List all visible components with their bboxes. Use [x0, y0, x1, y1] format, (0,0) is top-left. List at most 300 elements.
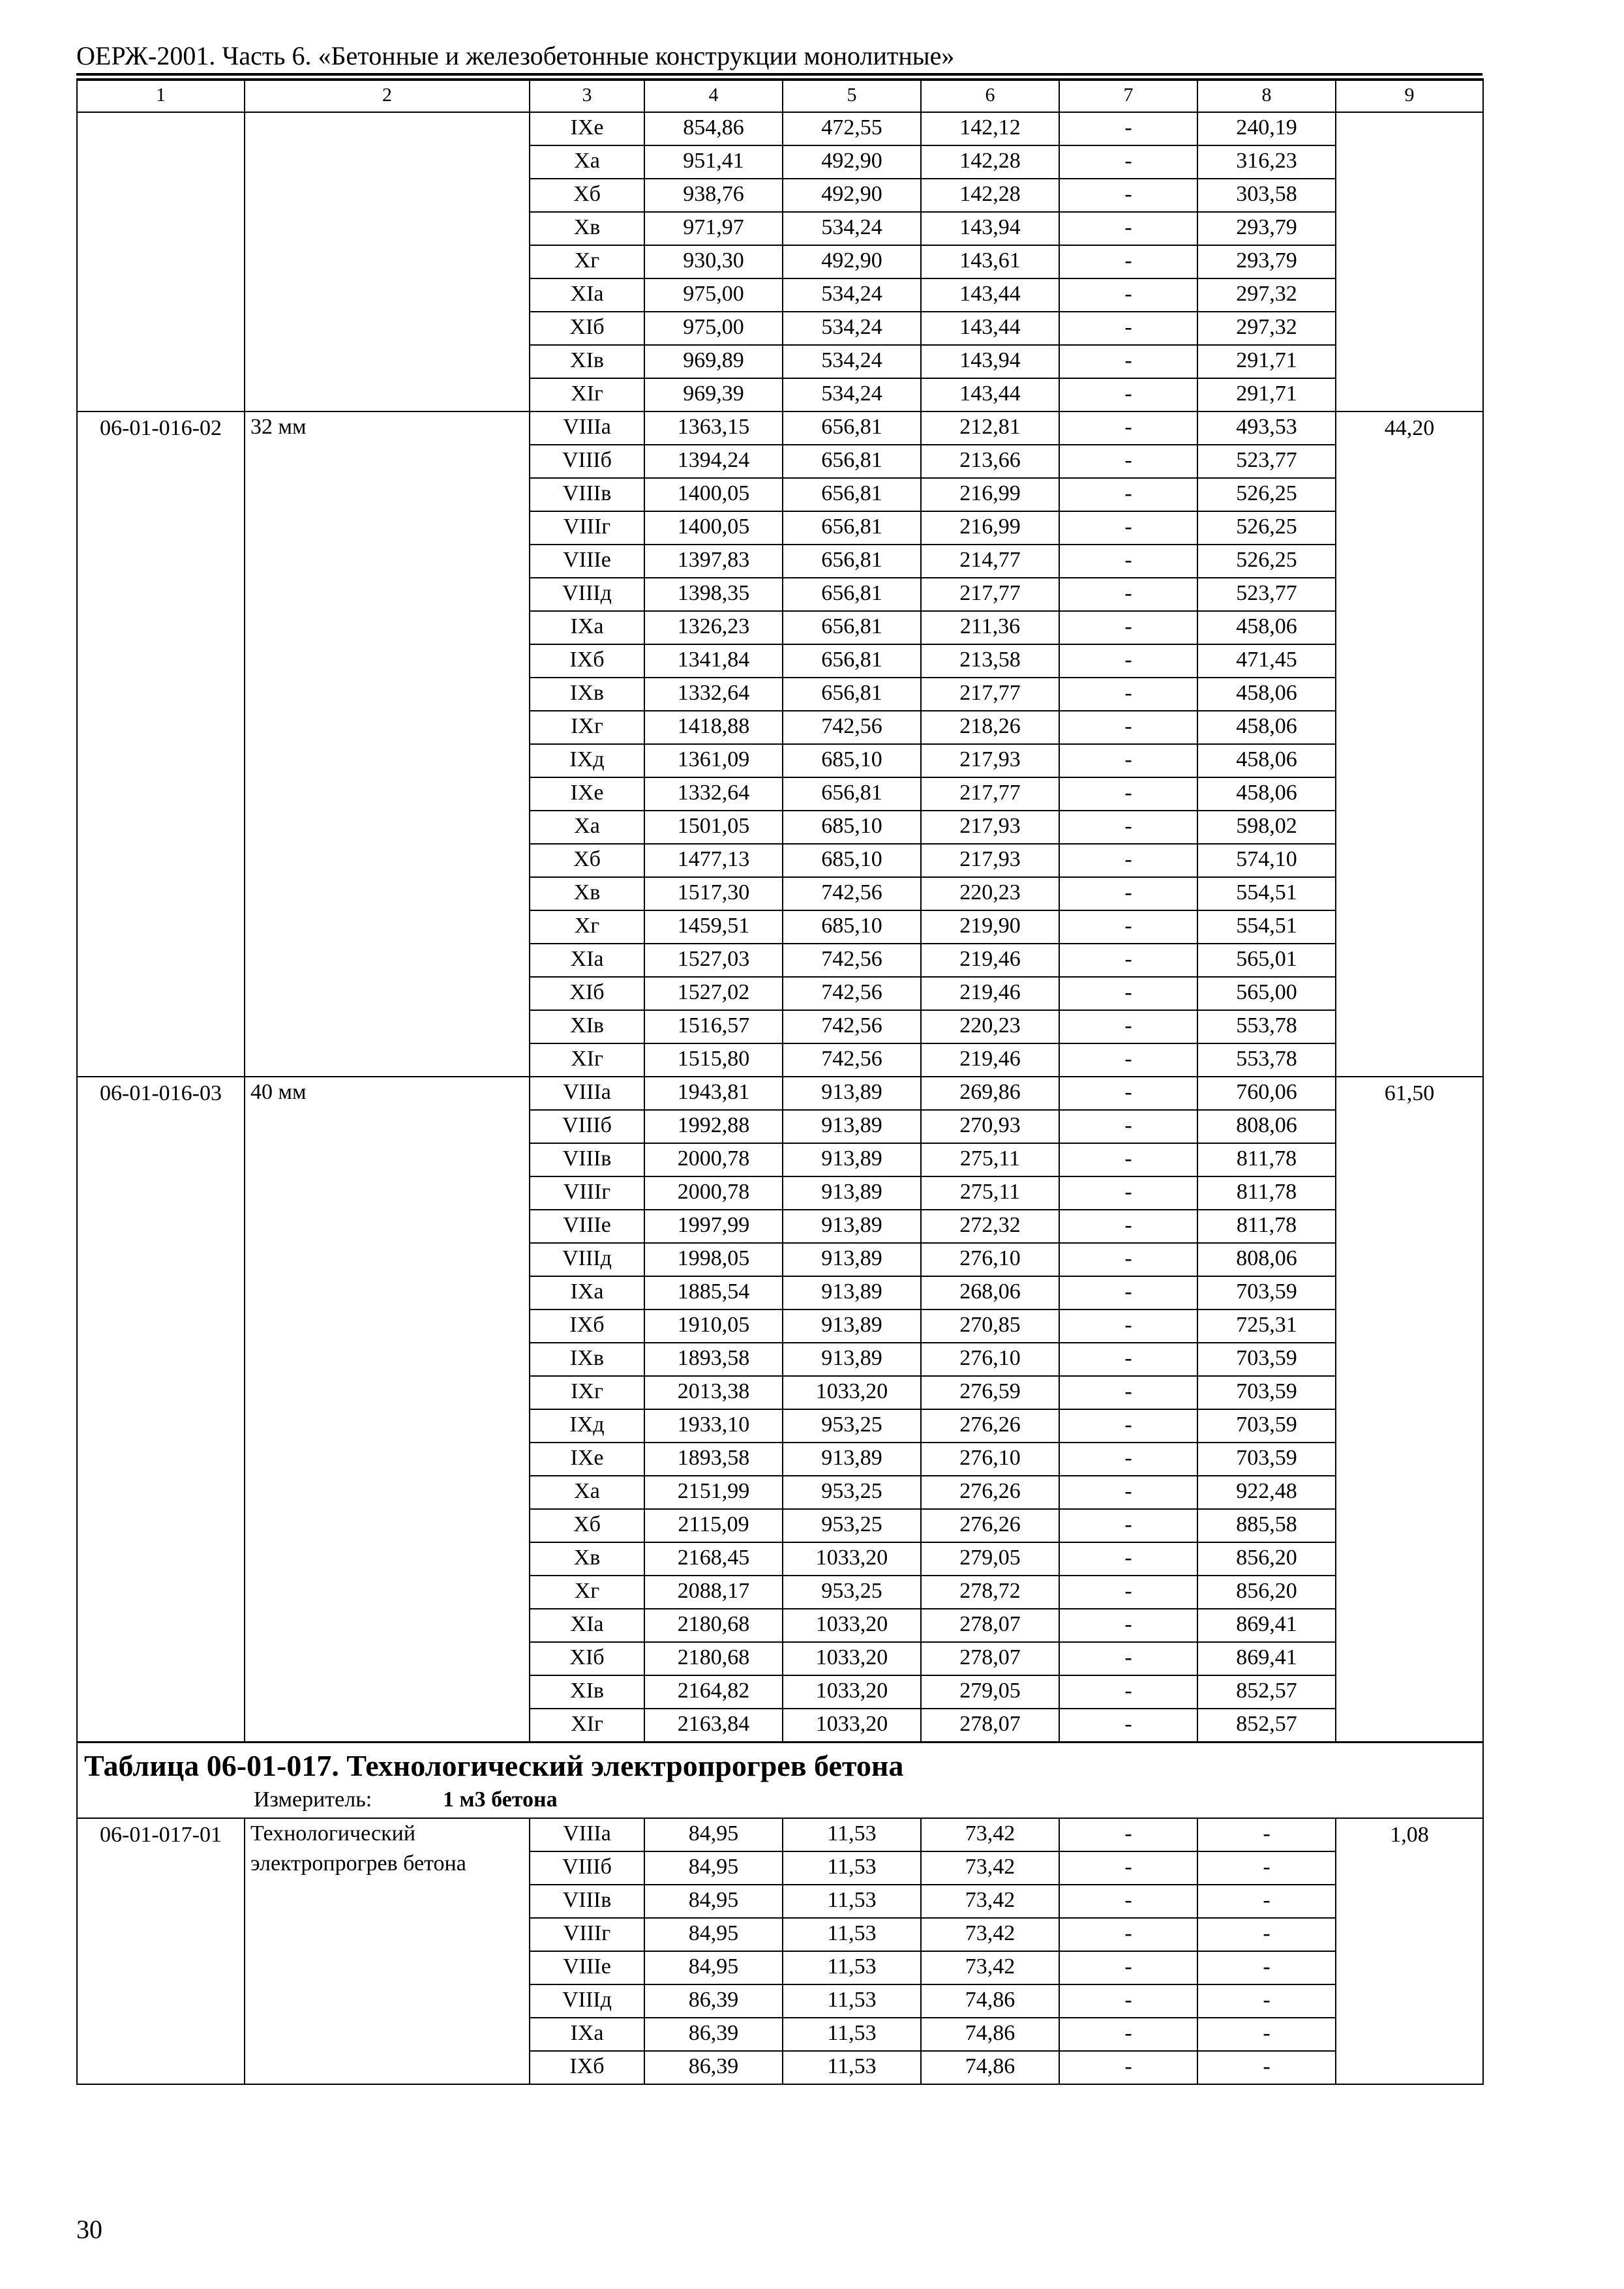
cell-col-7: - — [1059, 1818, 1197, 1851]
cell-col-7: - — [1059, 1110, 1197, 1143]
cell-col-7: - — [1059, 2051, 1197, 2084]
rate-name — [245, 112, 530, 411]
cell-col-3: Xa — [530, 811, 644, 844]
section-header — [77, 1742, 1483, 1818]
cell-col-6: 278,72 — [921, 1576, 1059, 1609]
cell-col-6: 268,06 — [921, 1276, 1059, 1309]
cell-col-5: 11,53 — [783, 1918, 921, 1951]
header-rule-thick — [76, 73, 1482, 76]
cell-col-3: VIIIв — [530, 478, 644, 511]
cell-col-8: 458,06 — [1197, 678, 1336, 711]
cell-col-3: VIIIa — [530, 1077, 644, 1110]
cell-col-6: 279,05 — [921, 1675, 1059, 1709]
cell-col-6: 142,28 — [921, 145, 1059, 179]
cell-col-3: Xв — [530, 212, 644, 245]
cell-col-6: 142,28 — [921, 179, 1059, 212]
cell-col-7: - — [1059, 811, 1197, 844]
cell-col-5: 913,89 — [783, 1077, 921, 1110]
cell-col-3: VIIIe — [530, 545, 644, 578]
cell-col-3: VIIIa — [530, 411, 644, 445]
cell-col-5: 742,56 — [783, 877, 921, 910]
cell-col-5: 913,89 — [783, 1143, 921, 1176]
cell-col-7: - — [1059, 1010, 1197, 1043]
cell-col-6: 74,86 — [921, 2051, 1059, 2084]
cell-col-5: 11,53 — [783, 2051, 921, 2084]
measure-label: Измеритель: — [254, 1787, 372, 1812]
cell-col-7: - — [1059, 411, 1197, 445]
cell-col-6: 219,46 — [921, 944, 1059, 977]
page-number: 30 — [76, 2215, 102, 2244]
cell-col-7: - — [1059, 278, 1197, 312]
cell-col-6: 219,90 — [921, 910, 1059, 944]
cell-col-6: 218,26 — [921, 711, 1059, 744]
cell-col-5: 913,89 — [783, 1443, 921, 1476]
cell-col-7: - — [1059, 877, 1197, 910]
cell-col-5: 913,89 — [783, 1243, 921, 1276]
cell-col-4: 938,76 — [644, 179, 783, 212]
cell-col-8: 852,57 — [1197, 1709, 1336, 1742]
cell-col-7: - — [1059, 1210, 1197, 1243]
cell-col-3: Xa — [530, 145, 644, 179]
cell-col-8: 725,31 — [1197, 1309, 1336, 1343]
cell-col-6: 217,77 — [921, 578, 1059, 611]
cell-col-4: 1332,64 — [644, 678, 783, 711]
cell-col-7: - — [1059, 478, 1197, 511]
cell-col-4: 1910,05 — [644, 1309, 783, 1343]
cell-col-7: - — [1059, 1376, 1197, 1409]
cell-col-8: - — [1197, 1885, 1336, 1918]
cell-col-7: - — [1059, 678, 1197, 711]
cell-col-8: 703,59 — [1197, 1443, 1336, 1476]
cell-col-8: 869,41 — [1197, 1642, 1336, 1675]
cell-col-6: 219,46 — [921, 1043, 1059, 1077]
cell-col-8: 598,02 — [1197, 811, 1336, 844]
cell-col-6: 143,94 — [921, 212, 1059, 245]
column-number: 9 — [1336, 79, 1483, 112]
cell-col-8: 922,48 — [1197, 1476, 1336, 1509]
cell-col-3: XIв — [530, 345, 644, 378]
cell-col-3: VIIIв — [530, 1885, 644, 1918]
cell-col-4: 2163,84 — [644, 1709, 783, 1742]
cell-col-5: 913,89 — [783, 1309, 921, 1343]
cell-col-4: 1477,13 — [644, 844, 783, 877]
table-row — [77, 1818, 1483, 1851]
cell-col-7: - — [1059, 744, 1197, 777]
labor-cost: 1,08 — [1336, 1818, 1483, 2084]
cell-col-7: - — [1059, 611, 1197, 644]
cell-col-4: 2013,38 — [644, 1376, 783, 1409]
cell-col-4: 1885,54 — [644, 1276, 783, 1309]
cell-col-5: 656,81 — [783, 511, 921, 545]
cell-col-6: 74,86 — [921, 1984, 1059, 2018]
cell-col-7: - — [1059, 345, 1197, 378]
cell-col-7: - — [1059, 1885, 1197, 1918]
cell-col-8: 565,01 — [1197, 944, 1336, 977]
cell-col-8: 297,32 — [1197, 278, 1336, 312]
cell-col-8: 852,57 — [1197, 1675, 1336, 1709]
cell-col-4: 1501,05 — [644, 811, 783, 844]
cell-col-4: 2000,78 — [644, 1176, 783, 1210]
cell-col-8: 458,06 — [1197, 611, 1336, 644]
cell-col-7: - — [1059, 1642, 1197, 1675]
cell-col-3: IXe — [530, 777, 644, 811]
cell-col-7: - — [1059, 1576, 1197, 1609]
cell-col-8: 703,59 — [1197, 1409, 1336, 1443]
cell-col-6: 213,58 — [921, 644, 1059, 678]
cell-col-6: 278,07 — [921, 1709, 1059, 1742]
cell-col-4: 1332,64 — [644, 777, 783, 811]
cell-col-5: 1033,20 — [783, 1609, 921, 1642]
cell-col-4: 1459,51 — [644, 910, 783, 944]
cell-col-7: - — [1059, 179, 1197, 212]
cell-col-6: 220,23 — [921, 877, 1059, 910]
cell-col-5: 534,24 — [783, 278, 921, 312]
cell-col-7: - — [1059, 578, 1197, 611]
cell-col-5: 685,10 — [783, 844, 921, 877]
cell-col-6: 276,10 — [921, 1243, 1059, 1276]
cell-col-7: - — [1059, 1343, 1197, 1376]
cell-col-5: 685,10 — [783, 910, 921, 944]
cell-col-8: - — [1197, 1851, 1336, 1885]
cell-col-3: VIIIг — [530, 1176, 644, 1210]
cell-col-8: 808,06 — [1197, 1110, 1336, 1143]
cell-col-8: 493,53 — [1197, 411, 1336, 445]
cell-col-8: 526,25 — [1197, 478, 1336, 511]
cell-col-6: 272,32 — [921, 1210, 1059, 1243]
column-number: 2 — [245, 79, 530, 112]
table-row — [77, 411, 1483, 445]
cell-col-3: VIIIг — [530, 1918, 644, 1951]
cell-col-8: 554,51 — [1197, 910, 1336, 944]
cell-col-5: 742,56 — [783, 977, 921, 1010]
rate-code: 06-01-016-03 — [77, 1077, 245, 1742]
cell-col-8: 811,78 — [1197, 1143, 1336, 1176]
cell-col-3: IXд — [530, 1409, 644, 1443]
cell-col-8: 293,79 — [1197, 245, 1336, 278]
cell-col-6: 275,11 — [921, 1143, 1059, 1176]
column-number: 5 — [783, 79, 921, 112]
cell-col-7: - — [1059, 910, 1197, 944]
table-row — [77, 112, 1483, 145]
cell-col-4: 1527,02 — [644, 977, 783, 1010]
cell-col-6: 276,10 — [921, 1443, 1059, 1476]
section-measure — [84, 1785, 1476, 1815]
page-header: ОЕРЖ-2001. Часть 6. «Бетонные и железобетонные конструкции монолитные» — [76, 41, 955, 70]
cell-col-6: 217,93 — [921, 844, 1059, 877]
cell-col-3: VIIIб — [530, 445, 644, 478]
cell-col-8: 458,06 — [1197, 777, 1336, 811]
cell-col-5: 534,24 — [783, 378, 921, 411]
cell-col-3: XIб — [530, 977, 644, 1010]
cell-col-5: 11,53 — [783, 1951, 921, 1984]
cell-col-5: 492,90 — [783, 179, 921, 212]
cell-col-5: 913,89 — [783, 1210, 921, 1243]
cell-col-7: - — [1059, 1918, 1197, 1951]
cell-col-3: VIIIe — [530, 1951, 644, 1984]
cell-col-8: 293,79 — [1197, 212, 1336, 245]
cell-col-5: 11,53 — [783, 1818, 921, 1851]
cell-col-6: 276,26 — [921, 1409, 1059, 1443]
cell-col-8: 869,41 — [1197, 1609, 1336, 1642]
cell-col-4: 86,39 — [644, 1984, 783, 2018]
cell-col-5: 11,53 — [783, 2018, 921, 2051]
cell-col-6: 270,93 — [921, 1110, 1059, 1143]
cell-col-8: 856,20 — [1197, 1542, 1336, 1576]
cell-col-7: - — [1059, 1243, 1197, 1276]
cell-col-8: 811,78 — [1197, 1176, 1336, 1210]
cell-col-5: 742,56 — [783, 944, 921, 977]
cell-col-6: 219,46 — [921, 977, 1059, 1010]
cell-col-3: IXв — [530, 678, 644, 711]
cell-col-4: 1341,84 — [644, 644, 783, 678]
cell-col-7: - — [1059, 1043, 1197, 1077]
rates-table — [76, 78, 1484, 2085]
cell-col-8: 458,06 — [1197, 744, 1336, 777]
cell-col-6: 213,66 — [921, 445, 1059, 478]
cell-col-3: VIIIд — [530, 1243, 644, 1276]
cell-col-3: Xв — [530, 877, 644, 910]
cell-col-8: 471,45 — [1197, 644, 1336, 678]
cell-col-8: 523,77 — [1197, 578, 1336, 611]
cell-col-4: 2151,99 — [644, 1476, 783, 1509]
cell-col-5: 492,90 — [783, 145, 921, 179]
cell-col-3: VIIIд — [530, 1984, 644, 2018]
cell-col-3: Xб — [530, 179, 644, 212]
cell-col-3: VIIIб — [530, 1110, 644, 1143]
cell-col-3: IXa — [530, 2018, 644, 2051]
cell-col-6: 276,59 — [921, 1376, 1059, 1409]
cell-col-3: IXб — [530, 1309, 644, 1343]
cell-col-7: - — [1059, 1276, 1197, 1309]
cell-col-5: 656,81 — [783, 578, 921, 611]
cell-col-4: 1397,83 — [644, 545, 783, 578]
cell-col-8: 458,06 — [1197, 711, 1336, 744]
cell-col-4: 1893,58 — [644, 1443, 783, 1476]
cell-col-3: Xa — [530, 1476, 644, 1509]
cell-col-5: 656,81 — [783, 545, 921, 578]
cell-col-5: 913,89 — [783, 1343, 921, 1376]
cell-col-4: 86,39 — [644, 2051, 783, 2084]
cell-col-4: 1361,09 — [644, 744, 783, 777]
cell-col-5: 913,89 — [783, 1110, 921, 1143]
cell-col-4: 1398,35 — [644, 578, 783, 611]
cell-col-4: 854,86 — [644, 112, 783, 145]
cell-col-5: 11,53 — [783, 1984, 921, 2018]
cell-col-6: 143,44 — [921, 378, 1059, 411]
cell-col-6: 211,36 — [921, 611, 1059, 644]
cell-col-6: 276,26 — [921, 1476, 1059, 1509]
cell-col-4: 2088,17 — [644, 1576, 783, 1609]
cell-col-4: 971,97 — [644, 212, 783, 245]
labor-cost: 61,50 — [1336, 1077, 1483, 1742]
cell-col-5: 685,10 — [783, 744, 921, 777]
column-number-row — [77, 79, 1483, 112]
cell-col-3: Xг — [530, 245, 644, 278]
cell-col-3: XIг — [530, 378, 644, 411]
table-row — [77, 1077, 1483, 1110]
cell-col-7: - — [1059, 445, 1197, 478]
cell-col-4: 84,95 — [644, 1885, 783, 1918]
cell-col-5: 656,81 — [783, 777, 921, 811]
cell-col-4: 1515,80 — [644, 1043, 783, 1077]
cell-col-8: 553,78 — [1197, 1010, 1336, 1043]
cell-col-3: IXe — [530, 1443, 644, 1476]
cell-col-7: - — [1059, 112, 1197, 145]
cell-col-3: IXд — [530, 744, 644, 777]
cell-col-3: IXб — [530, 2051, 644, 2084]
cell-col-6: 143,94 — [921, 345, 1059, 378]
cell-col-3: VIIIв — [530, 1143, 644, 1176]
cell-col-5: 656,81 — [783, 678, 921, 711]
cell-col-8: 565,00 — [1197, 977, 1336, 1010]
table-body — [77, 79, 1483, 2084]
cell-col-6: 73,42 — [921, 1851, 1059, 1885]
cell-col-8: 574,10 — [1197, 844, 1336, 877]
measure-value: 1 м3 бетона — [443, 1787, 558, 1812]
cell-col-8: - — [1197, 2051, 1336, 2084]
cell-col-5: 685,10 — [783, 811, 921, 844]
cell-col-7: - — [1059, 1984, 1197, 2018]
cell-col-7: - — [1059, 511, 1197, 545]
cell-col-7: - — [1059, 944, 1197, 977]
cell-col-7: - — [1059, 1309, 1197, 1343]
cell-col-3: XIв — [530, 1675, 644, 1709]
cell-col-4: 2168,45 — [644, 1542, 783, 1576]
cell-col-5: 953,25 — [783, 1576, 921, 1609]
cell-col-6: 275,11 — [921, 1176, 1059, 1210]
cell-col-7: - — [1059, 1143, 1197, 1176]
cell-col-7: - — [1059, 1476, 1197, 1509]
cell-col-6: 143,44 — [921, 278, 1059, 312]
cell-col-8: 316,23 — [1197, 145, 1336, 179]
rate-code — [77, 112, 245, 411]
cell-col-5: 472,55 — [783, 112, 921, 145]
cell-col-4: 86,39 — [644, 2018, 783, 2051]
cell-col-5: 1033,20 — [783, 1709, 921, 1742]
cell-col-4: 2180,68 — [644, 1609, 783, 1642]
cell-col-4: 84,95 — [644, 1918, 783, 1951]
cell-col-4: 951,41 — [644, 145, 783, 179]
cell-col-4: 1418,88 — [644, 711, 783, 744]
cell-col-7: - — [1059, 145, 1197, 179]
cell-col-5: 534,24 — [783, 312, 921, 345]
cell-col-5: 1033,20 — [783, 1642, 921, 1675]
cell-col-7: - — [1059, 711, 1197, 744]
cell-col-8: - — [1197, 1918, 1336, 1951]
cell-col-8: 703,59 — [1197, 1276, 1336, 1309]
cell-col-8: 303,58 — [1197, 179, 1336, 212]
cell-col-5: 913,89 — [783, 1176, 921, 1210]
cell-col-3: VIIIб — [530, 1851, 644, 1885]
cell-col-6: 276,26 — [921, 1509, 1059, 1542]
cell-col-4: 1943,81 — [644, 1077, 783, 1110]
cell-col-4: 1997,99 — [644, 1210, 783, 1243]
cell-col-6: 73,42 — [921, 1885, 1059, 1918]
cell-col-8: 811,78 — [1197, 1210, 1336, 1243]
cell-col-7: - — [1059, 1709, 1197, 1742]
section-title: Таблица 06-01-017. Технологический электропрогрев бетона — [84, 1748, 904, 1782]
cell-col-4: 1527,03 — [644, 944, 783, 977]
cell-col-8: 808,06 — [1197, 1243, 1336, 1276]
cell-col-3: IXa — [530, 611, 644, 644]
cell-col-5: 656,81 — [783, 445, 921, 478]
cell-col-8: - — [1197, 1951, 1336, 1984]
cell-col-6: 270,85 — [921, 1309, 1059, 1343]
cell-col-3: XIa — [530, 278, 644, 312]
cell-col-5: 953,25 — [783, 1509, 921, 1542]
cell-col-4: 1517,30 — [644, 877, 783, 910]
cell-col-7: - — [1059, 1409, 1197, 1443]
cell-col-3: IXг — [530, 1376, 644, 1409]
cell-col-5: 1033,20 — [783, 1675, 921, 1709]
cell-col-3: Xг — [530, 1576, 644, 1609]
cell-col-7: - — [1059, 1851, 1197, 1885]
cell-col-6: 217,93 — [921, 744, 1059, 777]
cell-col-4: 84,95 — [644, 1951, 783, 1984]
cell-col-5: 534,24 — [783, 345, 921, 378]
cell-col-6: 142,12 — [921, 112, 1059, 145]
cell-col-8: 703,59 — [1197, 1343, 1336, 1376]
cell-col-7: - — [1059, 378, 1197, 411]
cell-col-8: 240,19 — [1197, 112, 1336, 145]
cell-col-5: 742,56 — [783, 1043, 921, 1077]
cell-col-6: 73,42 — [921, 1951, 1059, 1984]
cell-col-7: - — [1059, 1509, 1197, 1542]
rate-name: 32 мм — [245, 411, 530, 1077]
cell-col-4: 1933,10 — [644, 1409, 783, 1443]
cell-col-8: 703,59 — [1197, 1376, 1336, 1409]
cell-col-6: 214,77 — [921, 545, 1059, 578]
labor-cost: 44,20 — [1336, 411, 1483, 1077]
cell-col-8: 553,78 — [1197, 1043, 1336, 1077]
rate-code: 06-01-016-02 — [77, 411, 245, 1077]
cell-col-4: 2164,82 — [644, 1675, 783, 1709]
cell-col-3: IXг — [530, 711, 644, 744]
cell-col-7: - — [1059, 977, 1197, 1010]
cell-col-6: 269,86 — [921, 1077, 1059, 1110]
rate-code: 06-01-017-01 — [77, 1818, 245, 2084]
cell-col-3: XIг — [530, 1043, 644, 1077]
cell-col-8: 523,77 — [1197, 445, 1336, 478]
cell-col-3: XIв — [530, 1010, 644, 1043]
cell-col-7: - — [1059, 1675, 1197, 1709]
cell-col-3: Xб — [530, 844, 644, 877]
cell-col-4: 2000,78 — [644, 1143, 783, 1176]
cell-col-4: 969,39 — [644, 378, 783, 411]
cell-col-7: - — [1059, 1176, 1197, 1210]
column-number: 7 — [1059, 79, 1197, 112]
cell-col-7: - — [1059, 545, 1197, 578]
rate-name: 40 мм — [245, 1077, 530, 1742]
cell-col-4: 969,89 — [644, 345, 783, 378]
cell-col-5: 492,90 — [783, 245, 921, 278]
cell-col-8: - — [1197, 1818, 1336, 1851]
cell-col-6: 220,23 — [921, 1010, 1059, 1043]
cell-col-3: XIб — [530, 312, 644, 345]
cell-col-7: - — [1059, 245, 1197, 278]
cell-col-3: XIa — [530, 1609, 644, 1642]
cell-col-3: IXб — [530, 644, 644, 678]
cell-col-5: 656,81 — [783, 478, 921, 511]
cell-col-6: 278,07 — [921, 1642, 1059, 1675]
cell-col-6: 73,42 — [921, 1918, 1059, 1951]
cell-col-3: IXв — [530, 1343, 644, 1376]
cell-col-8: 526,25 — [1197, 511, 1336, 545]
cell-col-4: 84,95 — [644, 1851, 783, 1885]
cell-col-6: 217,93 — [921, 811, 1059, 844]
cell-col-3: VIIIг — [530, 511, 644, 545]
cell-col-8: 885,58 — [1197, 1509, 1336, 1542]
